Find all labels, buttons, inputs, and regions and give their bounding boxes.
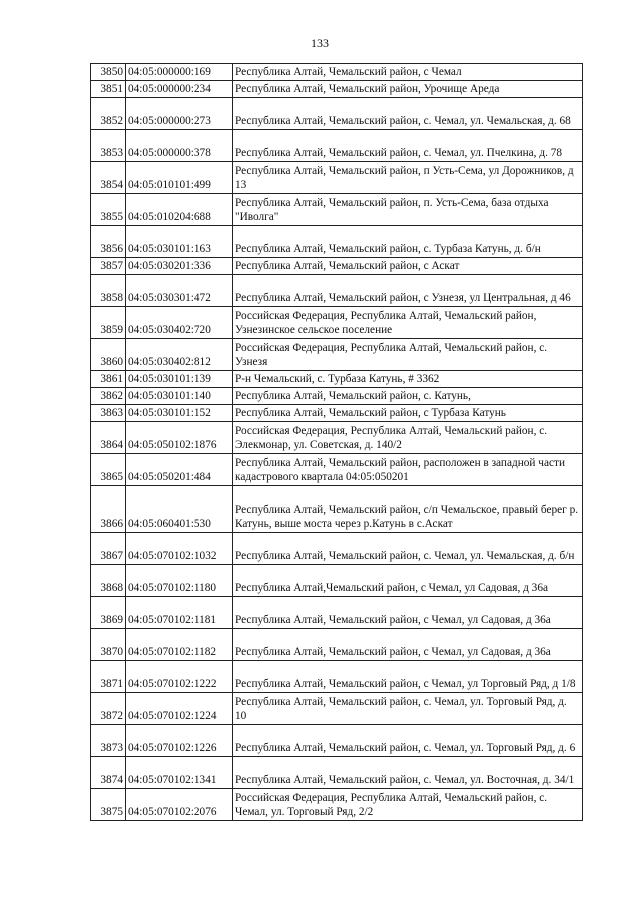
address: Республика Алтай, Чемальский район, Урочище Ареда (233, 81, 583, 98)
table-row (91, 533, 583, 565)
address: Республика Алтай, Чемальский район, с Аскат (233, 258, 583, 275)
address: Республика Алтай, Чемальский район, с Чемал, ул Садовая, д 36а (233, 597, 583, 629)
cadastral-number: 04:05:000000:234 (126, 81, 233, 98)
table-row (91, 64, 583, 81)
row-number: 3868 (91, 565, 126, 597)
table-row (91, 757, 583, 789)
row-number: 3864 (91, 422, 126, 454)
row-number: 3869 (91, 597, 126, 629)
table-row (91, 725, 583, 757)
row-number: 3859 (91, 307, 126, 339)
cadastral-number: 04:05:030301:472 (126, 275, 233, 307)
table-row (91, 130, 583, 162)
address: Р-н Чемальский, с. Турбаза Катунь, # 3362 (233, 371, 583, 388)
cadastral-number: 04:05:070102:1182 (126, 629, 233, 661)
cadastral-number: 04:05:030101:140 (126, 388, 233, 405)
row-number: 3862 (91, 388, 126, 405)
cadastral-number: 04:05:070102:1341 (126, 757, 233, 789)
address: Республика Алтай, Чемальский район, с. Катунь, (233, 388, 583, 405)
address: Российская Федерация, Республика Алтай, Чемальский район, с. Элекмонар, ул. Советская, д. 140/2 (233, 422, 583, 454)
table-row (91, 565, 583, 597)
address: Российская Федерация, Республика Алтай, Чемальский район, с. Чемал, ул. Торговый Ряд, 2/2 (233, 789, 583, 821)
table-row (91, 258, 583, 275)
address: Республика Алтай, Чемальский район, с Чемал, ул Садовая, д 36а (233, 629, 583, 661)
cadastral-number: 04:05:070102:1180 (126, 565, 233, 597)
row-number: 3865 (91, 454, 126, 486)
table-row (91, 661, 583, 693)
address: Российская Федерация, Республика Алтай, Чемальский район, с. Узнезя (233, 339, 583, 371)
table-row (91, 307, 583, 339)
row-number: 3863 (91, 405, 126, 422)
row-number: 3855 (91, 194, 126, 226)
row-number: 3854 (91, 162, 126, 194)
address: Республика Алтай, Чемальский район, с. Чемал, ул. Чемальская, д. б/н (233, 533, 583, 565)
row-number: 3860 (91, 339, 126, 371)
cadastral-number: 04:05:070102:2076 (126, 789, 233, 821)
address: Республика Алтай,Чемальский район, с Чемал, ул Садовая, д 36а (233, 565, 583, 597)
cadastral-number: 04:05:000000:378 (126, 130, 233, 162)
table-row (91, 81, 583, 98)
address: Республика Алтай, Чемальский район, с. Чемал, ул. Торговый Ряд, д. 6 (233, 725, 583, 757)
address: Республика Алтай, Чемальский район, с Чемал (233, 64, 583, 81)
address: Республика Алтай, Чемальский район, с. Чемал, ул. Торговый Ряд, д. 10 (233, 693, 583, 725)
table-row (91, 597, 583, 629)
row-number: 3873 (91, 725, 126, 757)
cadastral-number: 04:05:030402:812 (126, 339, 233, 371)
cadastral-number: 04:05:050201:484 (126, 454, 233, 486)
cadastral-number: 04:05:030101:152 (126, 405, 233, 422)
row-number: 3861 (91, 371, 126, 388)
cadastral-number: 04:05:070102:1222 (126, 661, 233, 693)
row-number: 3853 (91, 130, 126, 162)
table-row (91, 194, 583, 226)
address: Республика Алтай, Чемальский район, с Узнезя, ул Центральная, д 46 (233, 275, 583, 307)
address: Республика Алтай, Чемальский район, с. Турбаза Катунь, д. б/н (233, 226, 583, 258)
row-number: 3866 (91, 486, 126, 533)
cadastral-number: 04:05:000000:169 (126, 64, 233, 81)
row-number: 3856 (91, 226, 126, 258)
table-row (91, 693, 583, 725)
cadastral-number: 04:05:050102:1876 (126, 422, 233, 454)
page-number: 133 (311, 36, 329, 50)
address: Республика Алтай, Чемальский район, с. Чемал, ул. Восточная, д. 34/1 (233, 757, 583, 789)
row-number: 3872 (91, 693, 126, 725)
cadastral-number: 04:05:060401:530 (126, 486, 233, 533)
address: Российская Федерация, Республика Алтай, Чемальский район, Узнезинское сельское поселение (233, 307, 583, 339)
cadastral-number: 04:05:070102:1032 (126, 533, 233, 565)
address: Республика Алтай, Чемальский район, с Турбаза Катунь (233, 405, 583, 422)
table-row (91, 388, 583, 405)
table-row (91, 226, 583, 258)
cadastral-number: 04:05:070102:1181 (126, 597, 233, 629)
table-row (91, 486, 583, 533)
address: Республика Алтай, Чемальский район, с. Чемал, ул. Пчелкина, д. 78 (233, 130, 583, 162)
cadastral-number: 04:05:010204:688 (126, 194, 233, 226)
address: Республика Алтай, Чемальский район, с/п Чемальское, правый берег р. Катунь, выше моста через р.Катунь в с.Аскат (233, 486, 583, 533)
row-number: 3852 (91, 98, 126, 130)
table-row (91, 339, 583, 371)
cadastral-number: 04:05:070102:1226 (126, 725, 233, 757)
registry-table (90, 63, 583, 821)
cadastral-number: 04:05:030201:336 (126, 258, 233, 275)
row-number: 3857 (91, 258, 126, 275)
table-row (91, 162, 583, 194)
row-number: 3858 (91, 275, 126, 307)
cadastral-number: 04:05:030101:139 (126, 371, 233, 388)
table-row (91, 454, 583, 486)
address: Республика Алтай, Чемальский район, с Чемал, ул Торговый Ряд, д 1/8 (233, 661, 583, 693)
row-number: 3850 (91, 64, 126, 81)
row-number: 3874 (91, 757, 126, 789)
table-row (91, 275, 583, 307)
cadastral-number: 04:05:000000:273 (126, 98, 233, 130)
table-row (91, 405, 583, 422)
table-row (91, 789, 583, 821)
cadastral-number: 04:05:010101:499 (126, 162, 233, 194)
table-row (91, 98, 583, 130)
address: Республика Алтай, Чемальский район, расположен в западной части кадастрового квартала 04:05:050201 (233, 454, 583, 486)
cadastral-number: 04:05:070102:1224 (126, 693, 233, 725)
row-number: 3871 (91, 661, 126, 693)
address: Республика Алтай, Чемальский район, п. Усть-Сема, база отдыха "Иволга" (233, 194, 583, 226)
row-number: 3870 (91, 629, 126, 661)
table-row (91, 371, 583, 388)
cadastral-number: 04:05:030402:720 (126, 307, 233, 339)
address: Республика Алтай, Чемальский район, с. Чемал, ул. Чемальская, д. 68 (233, 98, 583, 130)
row-number: 3867 (91, 533, 126, 565)
table-row (91, 629, 583, 661)
table-row (91, 422, 583, 454)
row-number: 3851 (91, 81, 126, 98)
row-number: 3875 (91, 789, 126, 821)
address: Республика Алтай, Чемальский район, п Усть-Сема, ул Дорожников, д 13 (233, 162, 583, 194)
cadastral-number: 04:05:030101:163 (126, 226, 233, 258)
